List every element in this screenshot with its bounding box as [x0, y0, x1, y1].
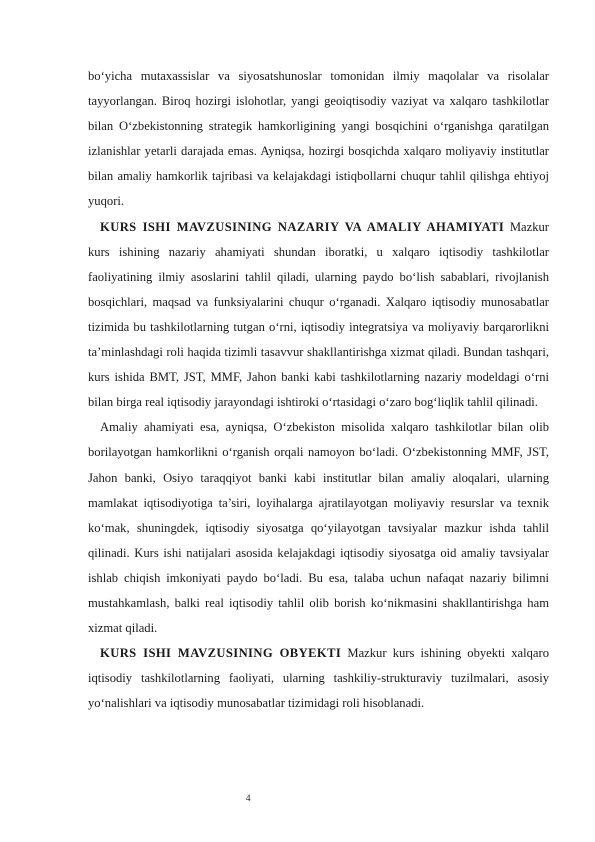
paragraph-text: bo‘yicha mutaxassislar va siyosatshunoslar tomonidan ilmiy maqolalar va risolalar tayyorlangan. Biroq hozirgi islohotlar, yangi geoiqtisodiy vaziyat va xalqaro tashkilotlar bilan O‘zbekistonning strategik hamkorligining yangi bosqichini o‘rganishga qaratilgan izlanishlar yetarli darajada emas. Ayniqsa, hozirgi bosqichda xalqaro moliyaviy institutlar bilan amaliy hamkorlik tajribasi va kelajakdagi istiqbollarni chuqur tahlil qilishga ehtiyoj yuqori.: [88, 69, 549, 209]
page-number: 4: [246, 793, 251, 803]
section-heading: KURS ISHI MAVZUSINING NAZARIY VA AMALIY AHAMIYATI: [100, 219, 505, 234]
paragraph-text: Mazkur kurs ishining nazariy ahamiyati shundan iboratki, u xalqaro iqtisodiy tashkilotlar faoliyatining ilmiy asoslarini tahlil qiladi, ularning paydo bo‘lish sabablari, rivojlanish bosqichlari, maqsad va funksiyalarini chuqur o‘rganadi. Xalqaro iqtisodiy munosabatlar tizimida bu tashkilotlarning tutgan o‘rni, iqtisodiy integratsiya va moliyaviy barqarorlikni ta’minlashdagi roli haqida tizimli tasavvur shakllantirishga xizmat qiladi. Bundan tashqari, kurs ishida BMT, JST, MMF, Jahon banki kabi tashkilotlarning nazariy modeldagi o‘rni bilan birga real iqtisodiy jarayondagi ishtiroki o‘rtasidagi o‘zaro bog‘liqlik tahlil qilinadi.: [88, 219, 549, 410]
paragraph-text: Amaliy ahamiyati esa, ayniqsa, O‘zbekiston misolida xalqaro tashkilotlar bilan olib borilayotgan hamkorlikni o‘rganish orqali namoyon bo‘ladi. O‘zbekistonning MMF, JST, Jahon banki, Osiyo taraqqiyot banki kabi institutlar bilan amaliy aloqalari, ularning mamlakat iqtisodiyotiga ta’siri, loyihalarga ajratilayotgan moliyaviy resurslar va texnik ko‘mak, shuningdek, iqtisodiy siyosatga qo‘yilayotgan tavsiyalar mazkur ishda tahlil qilinadi. Kurs ishi natijalari asosida kelajakdagi iqtisodiy siyosatga oid amaliy tavsiyalar ishlab chiqish imkoniyati paydo bo‘ladi. Bu esa, talaba uchun nafaqat nazariy bilimni mustahkamlash, balki real iqtisodiy tahlil olib borish ko‘nikmasini shakllantirishga ham xizmat qiladi.: [88, 420, 549, 636]
section-heading: KURS ISHI MAVZUSINING OBYEKTI: [100, 646, 342, 661]
theoretical-practical-section: [88, 215, 549, 416]
body-text: [88, 64, 549, 716]
object-section: [88, 641, 549, 716]
practical-significance-paragraph: [88, 415, 549, 641]
intro-paragraph: [88, 64, 549, 215]
paragraph-text: Mazkur kurs ishining obyekti xalqaro iqtisodiy tashkilotlarning faoliyati, ularning tashkiliy-strukturaviy tuzilmalari, asosiy yo‘nalishlari va iqtisodiy munosabatlar tizimidagi roli hisoblanadi.: [88, 646, 549, 711]
